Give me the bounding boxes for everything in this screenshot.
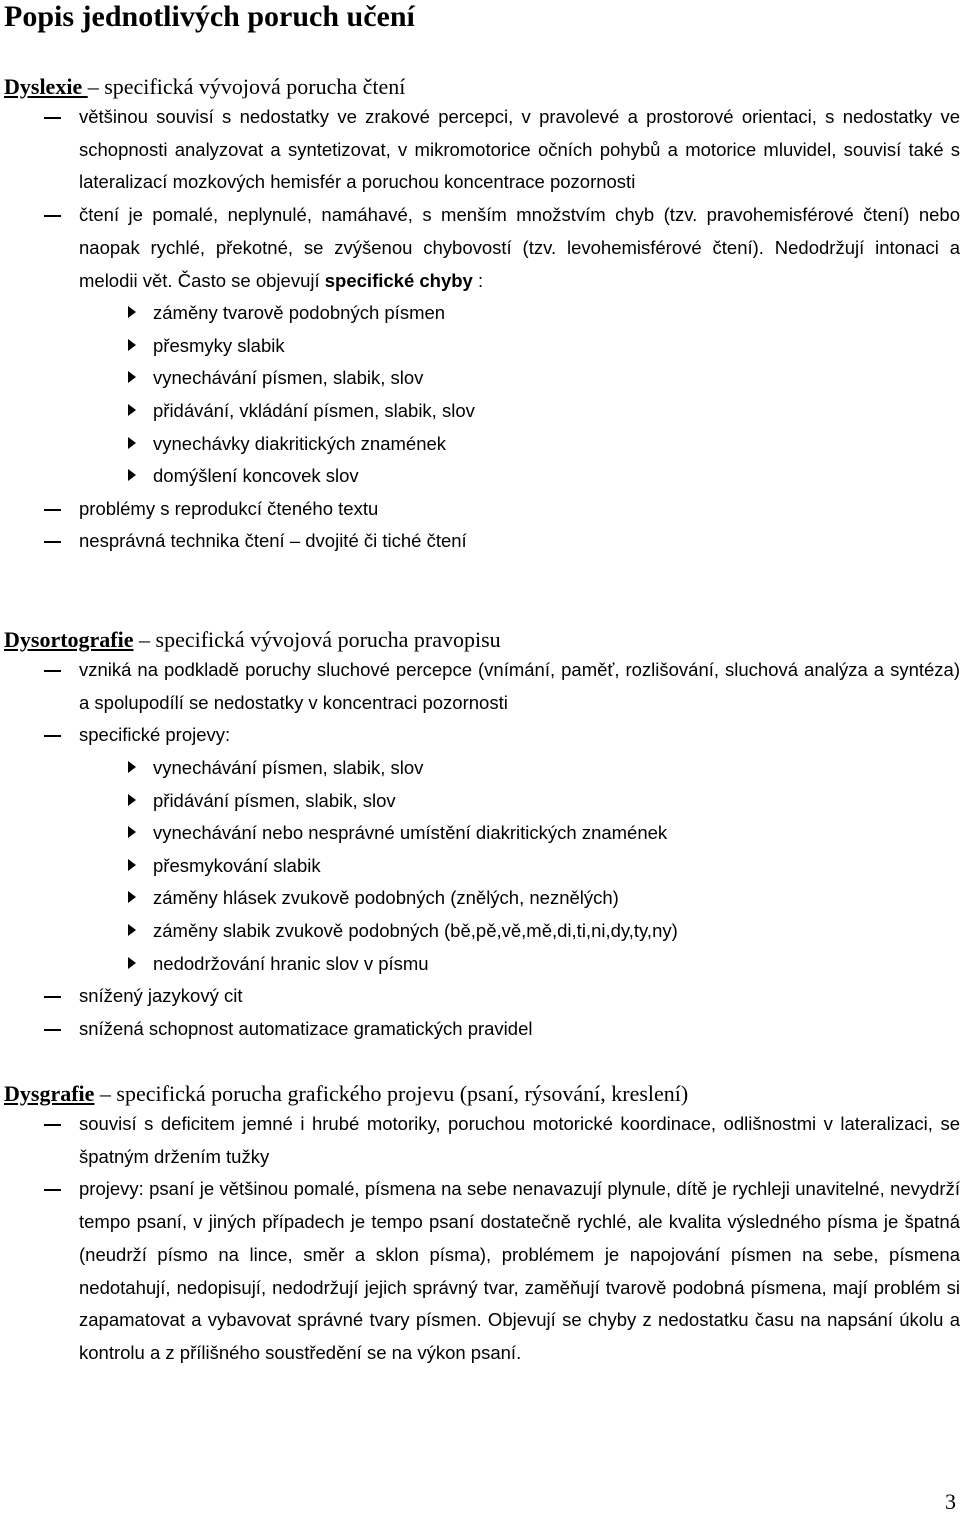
list-item-text: nesprávná technika čtení – dvojité či tiché čtení	[79, 530, 467, 552]
triangle-bullet-icon	[128, 794, 136, 806]
sub-list-item	[0, 460, 960, 493]
dysgrafie-list	[0, 1108, 960, 1370]
triangle-bullet-icon	[128, 339, 136, 351]
sub-list-item-text: přidávání písmen, slabik, slov	[153, 789, 396, 811]
dash-bullet-icon	[44, 670, 61, 672]
list-item	[0, 1173, 960, 1369]
dash-bullet-icon	[44, 996, 61, 998]
sub-list-item	[0, 948, 960, 981]
list-item	[0, 101, 960, 199]
sub-list-item-text: domýšlení koncovek slov	[153, 465, 359, 487]
triangle-bullet-icon	[128, 859, 136, 871]
list-item-text: specifické projevy:	[79, 724, 231, 746]
triangle-bullet-icon	[128, 469, 136, 481]
list-item	[0, 1013, 960, 1046]
list-item-text: souvisí s deficitem jemné i hrubé motoriky, poruchou motorické koordinace, odlišnostmi v lateralizaci, se špatným držením tužky	[79, 1113, 960, 1167]
list-item	[0, 980, 960, 1013]
sub-list-item	[0, 330, 960, 363]
list-item-text: snížený jazykový cit	[79, 985, 243, 1007]
list-item-text: většinou souvisí s nedostatky ve zrakové percepci, v pravolevé a prostorové orientaci, s nedostatky ve schopnosti analyzovat a syntetizovat, v mikromotorice očních pohybů a motorice mluvidel, souvisí také s lateralizací mozkových hemisfér a poruchou koncentrace pozornosti	[79, 106, 960, 193]
dyslexie-list	[0, 101, 960, 558]
sub-list-item-text: nedodržování hranic slov v písmu	[153, 952, 429, 974]
list-item	[0, 719, 960, 752]
list-item-bold-text: specifické chyby	[324, 269, 473, 291]
sub-list-item-text: přesmykování slabik	[153, 854, 321, 876]
list-item	[0, 1108, 960, 1173]
triangle-bullet-icon	[128, 371, 136, 383]
sub-list-item-text: přesmyky slabik	[153, 334, 285, 356]
page-number: 3	[945, 1489, 956, 1514]
sub-list-item-text: přidávání, vkládání písmen, slabik, slov	[153, 400, 475, 421]
section-heading-dysgrafie	[4, 1081, 688, 1107]
list-item	[0, 525, 960, 558]
triangle-bullet-icon	[128, 957, 136, 969]
sub-list-item	[0, 850, 960, 883]
list-item-text: vzniká na podkladě poruchy sluchové percepce (vnímání, paměť, rozlišování, sluchová analýza a syntéza) a spolupodílí se nedostatky v koncentraci pozornosti	[79, 659, 960, 713]
sub-list-item	[0, 297, 960, 330]
sub-list-item-text: vynechávání písmen, slabik, slov	[153, 367, 424, 389]
list-item-text: čtení je pomalé, neplynulé, namáhavé, s menším množstvím chyb (tzv. pravohemisférové čtení) nebo naopak rychlé, překotné, se zvýšenou chybovostí (tzv. levohemisférové čtení). Nedodržují intonaci a melodii vět. Často se objevují	[79, 204, 960, 291]
sub-list-item	[0, 752, 960, 785]
dash-bullet-icon	[44, 215, 61, 217]
section-heading-dyslexie	[4, 74, 405, 100]
dysortografie-list	[0, 654, 960, 1046]
section-term: Dysortografie	[4, 627, 134, 652]
dash-bullet-icon	[44, 541, 61, 543]
sub-list-item-text: vynechávání nebo nesprávné umístění diakritických znamének	[153, 822, 668, 844]
page-title: Popis jednotlivých poruch učení	[4, 0, 415, 33]
dash-bullet-icon	[44, 1189, 61, 1191]
section-description: – specifická vývojová porucha pravopisu	[133, 627, 501, 652]
dash-bullet-icon	[44, 1029, 61, 1031]
section-description: – specifická vývojová porucha čtení	[87, 74, 406, 99]
dash-bullet-icon	[44, 509, 61, 511]
triangle-bullet-icon	[128, 826, 136, 838]
list-item	[0, 493, 960, 526]
section-term: Dyslexie	[4, 74, 88, 99]
sub-list-item-text: záměny slabik zvukově podobných (bě,pě,vě,mě,di,ti,ni,dy,ty,ny)	[153, 920, 678, 942]
sub-list-item-text: vynechávky diakritických znamének	[153, 432, 447, 454]
sub-list-item-text: vynechávání písmen, slabik, slov	[153, 757, 424, 779]
dash-bullet-icon	[44, 735, 61, 737]
dash-bullet-icon	[44, 1124, 61, 1126]
list-item-text: snížená schopnost automatizace gramatických pravidel	[79, 1017, 533, 1039]
list-item	[0, 199, 960, 297]
triangle-bullet-icon	[128, 924, 136, 936]
section-heading-dysortografie	[4, 627, 501, 653]
list-item-text: projevy: psaní je většinou pomalé, písmena na sebe nenavazují plynule, dítě je rychleji unavitelné, nevydrží tempo psaní, v jiných případech je tempo psaní dostatečně rychlé, ale kvalita výsledného písma je špatná (neudrží písmo na lince, směr a sklon písma), problémem je napojování písmen na sebe, písmena nedotahují, nedopisují, nedodržují jejich správný tvar, zaměňují tvarově podobná písmena, mají problém si zapamatovat a vybavovat správné tvary písmen. Objevují se chyby z nedostatku času na napsání úkolu a kontrolu a z přílišného soustředění se na výkon psaní.	[79, 1178, 960, 1363]
triangle-bullet-icon	[128, 404, 136, 416]
list-item-text-after: :	[472, 269, 484, 291]
list-item	[0, 654, 960, 719]
sub-list-item	[0, 428, 960, 461]
triangle-bullet-icon	[128, 306, 136, 318]
list-item-text: problémy s reprodukcí čteného textu	[79, 497, 379, 519]
triangle-bullet-icon	[128, 437, 136, 449]
sub-list-item-text: záměny hlásek zvukově podobných (znělých, neznělých)	[153, 887, 619, 909]
sub-list-item	[0, 785, 960, 818]
dash-bullet-icon	[44, 117, 61, 119]
sub-list-item	[0, 882, 960, 915]
sub-list-item	[0, 362, 960, 395]
triangle-bullet-icon	[128, 761, 136, 773]
triangle-bullet-icon	[128, 891, 136, 903]
section-term: Dysgrafie	[4, 1081, 95, 1106]
section-description: – specifická porucha grafického projevu (psaní, rýsování, kreslení)	[94, 1081, 689, 1106]
sub-list-item	[0, 915, 960, 948]
sub-list-item-text: záměny tvarově podobných písmen	[153, 302, 446, 324]
sub-list-item	[0, 817, 960, 850]
sub-list-item	[0, 395, 960, 428]
